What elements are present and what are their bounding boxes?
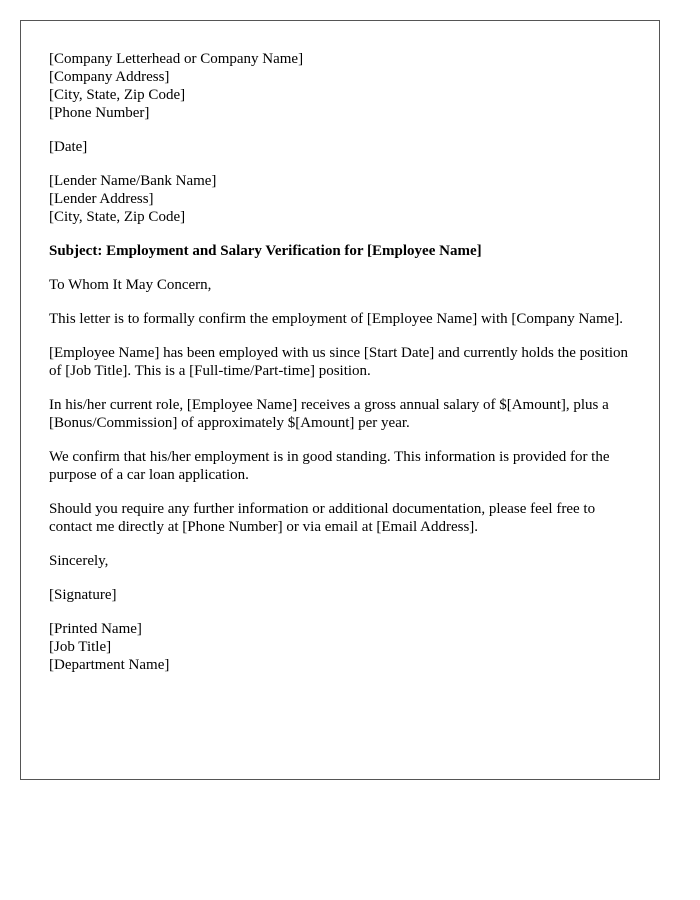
salutation: To Whom It May Concern,	[49, 277, 212, 293]
date-block	[49, 138, 631, 156]
subject-line: Subject: Employment and Salary Verification for [Employee Name]	[49, 243, 482, 259]
sender-company-name: [Company Letterhead or Company Name]	[49, 51, 304, 67]
body-paragraph-standing: We confirm that his/her employment is in good standing. This information is provided for the purpose of a car loan application.	[49, 449, 610, 483]
signatory-job-title: [Job Title]	[49, 639, 112, 655]
signatory-printed-name: [Printed Name]	[49, 621, 142, 637]
recipient-address: [Lender Address]	[49, 191, 154, 207]
body-paragraph-position: [Employee Name] has been employed with us since [Start Date] and currently holds the position of [Job Title]. This is a [Full-time/Part-time] position.	[49, 345, 629, 379]
sender-phone: [Phone Number]	[49, 105, 150, 121]
closing: Sincerely,	[49, 553, 109, 569]
sender-address: [Company Address]	[49, 69, 170, 85]
signature: [Signature]	[49, 587, 117, 603]
sender-block	[49, 50, 631, 122]
recipient-name: [Lender Name/Bank Name]	[49, 173, 217, 189]
letter-page	[20, 20, 660, 780]
body-paragraph-contact: Should you require any further information or additional documentation, please feel free to contact me directly at [Phone Number] or via email at [Email Address].	[49, 501, 596, 535]
body-paragraph-employment: This letter is to formally confirm the employment of [Employee Name] with [Company Name].	[49, 311, 624, 327]
signatory-department: [Department Name]	[49, 657, 170, 673]
signatory-block	[49, 620, 631, 674]
letter-date: [Date]	[49, 139, 88, 155]
recipient-block	[49, 172, 631, 226]
body-paragraph-salary: In his/her current role, [Employee Name] receives a gross annual salary of $[Amount], plus a [Bonus/Commission] of approximately $[Amount] per year.	[49, 397, 609, 431]
sender-city-state-zip: [City, State, Zip Code]	[49, 87, 186, 103]
recipient-city-state-zip: [City, State, Zip Code]	[49, 209, 186, 225]
